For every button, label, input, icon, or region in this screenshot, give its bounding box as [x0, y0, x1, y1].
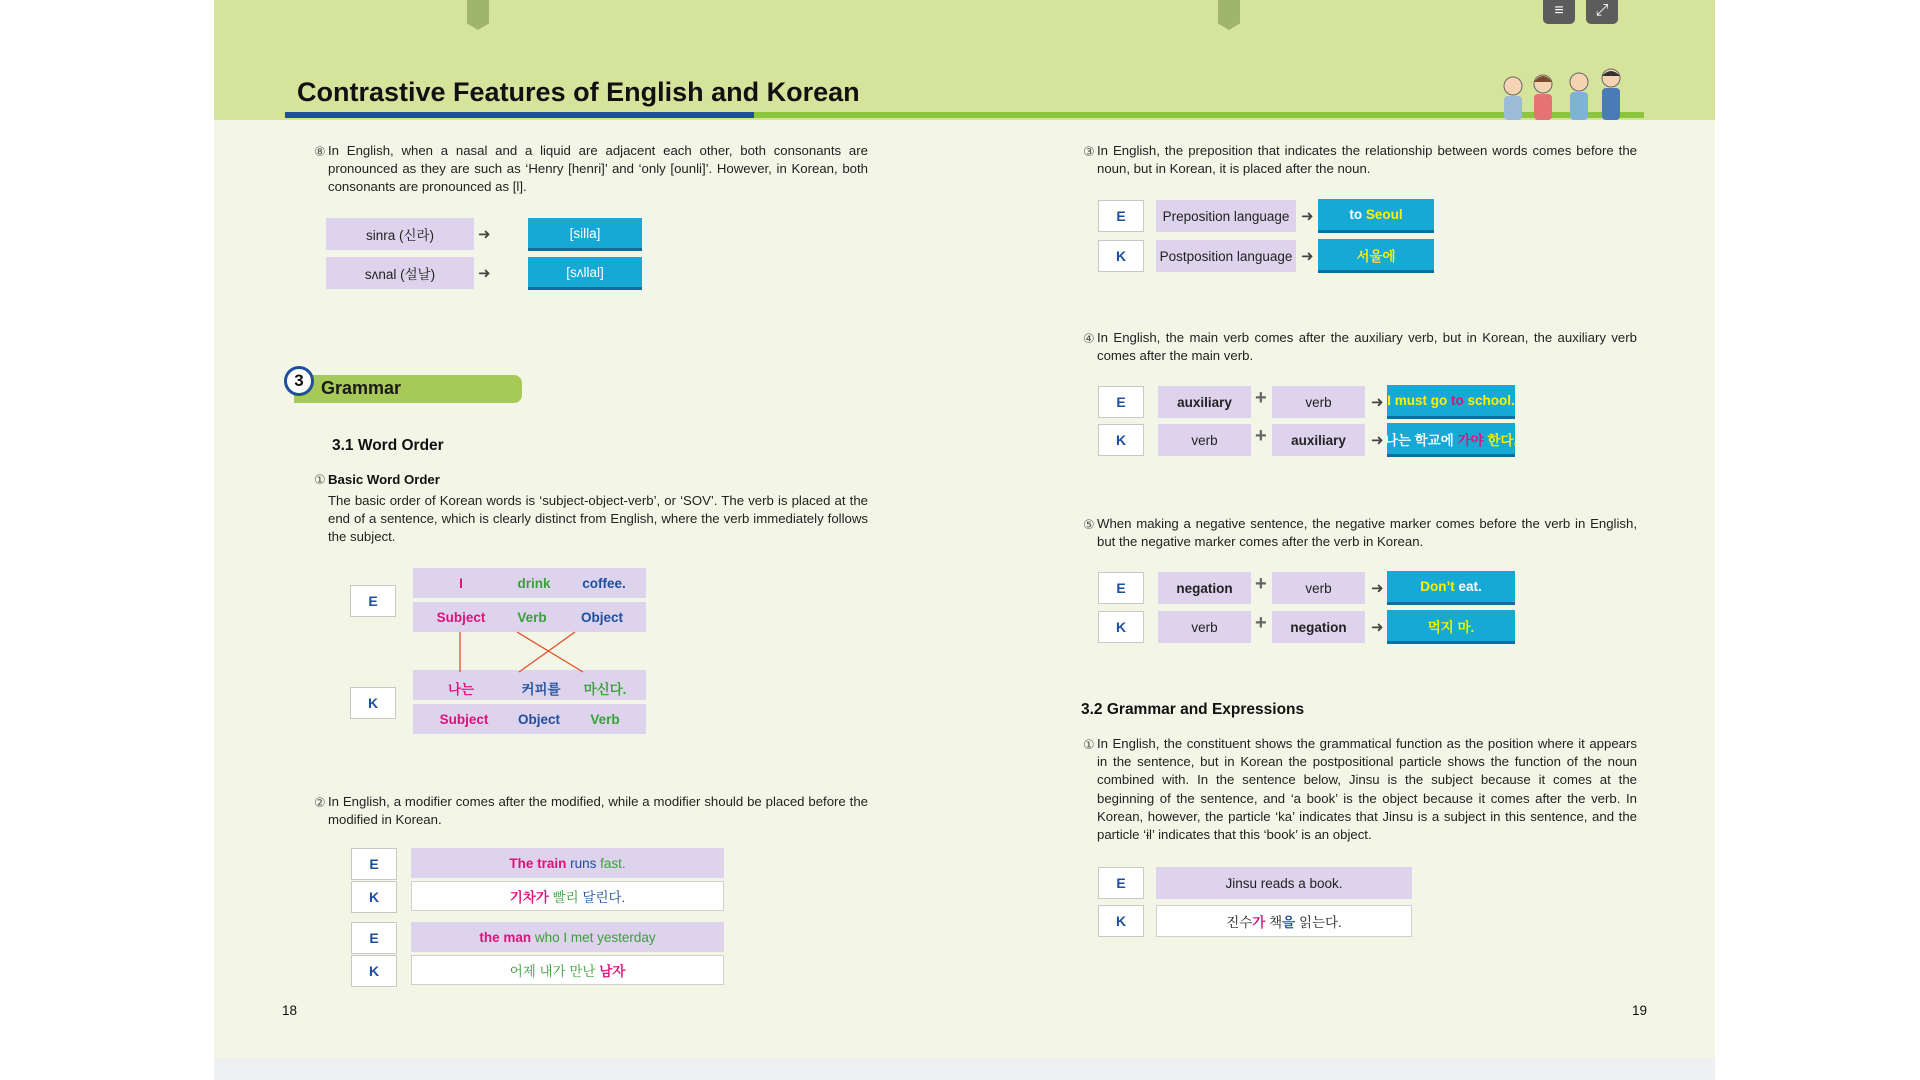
example-box — [411, 848, 724, 878]
example-box — [411, 922, 724, 952]
subsection-title: 3.2 Grammar and Expressions — [1081, 701, 1305, 718]
arrow-icon: ➜ — [1371, 580, 1384, 597]
role-cell: Object — [580, 610, 623, 625]
answer-box — [1384, 423, 1518, 457]
example-text: runs — [566, 855, 601, 871]
word-cell: 나는 — [447, 682, 475, 697]
menu-icon: ≡ — [1554, 2, 1564, 19]
example-text: 을 — [1282, 915, 1296, 930]
word-cell: coffee. — [582, 576, 626, 591]
item-title: Basic Word Order — [328, 472, 440, 487]
answer-box — [1318, 199, 1434, 233]
component-box: negation — [1272, 611, 1365, 643]
example-text: fast. — [600, 855, 626, 871]
item-number: ① — [314, 472, 326, 487]
romanization-box: sinra (신라) — [326, 218, 474, 250]
example-box — [411, 955, 724, 985]
language-type-box: Preposition language — [1156, 200, 1296, 232]
section-number: 3 — [284, 366, 314, 396]
role-cell: Subject — [436, 610, 486, 625]
role-cell: Subject — [439, 712, 489, 727]
menu-button[interactable] — [1543, 0, 1575, 24]
romanization-box: sʌnal (설날) — [326, 257, 474, 289]
english-marker: E — [350, 585, 396, 617]
arrow-icon: ➜ — [1371, 394, 1384, 411]
title-rule — [285, 112, 754, 118]
people-illustration — [1499, 68, 1639, 128]
example-text: 기차가 — [509, 890, 549, 905]
plus-sign: + — [1255, 425, 1267, 447]
component-box: verb — [1272, 572, 1365, 604]
item-number: ⑧ — [314, 144, 326, 159]
korean-marker: K — [1098, 240, 1144, 272]
role-cell: Verb — [590, 712, 620, 727]
subsection-title: 3.1 Word Order — [332, 437, 444, 454]
paragraph: The basic order of Korean words is ‘subject-object-verb’, or ‘SOV’. The verb is placed at the end of a sentence, which is clearly distinct from English, where the verb immediately follows the subject. — [328, 493, 868, 545]
item-number: ④ — [1083, 331, 1095, 346]
arrow-icon: ➜ — [1301, 248, 1314, 265]
example-box — [1156, 905, 1412, 937]
answer-box — [1387, 571, 1515, 605]
arrow-icon: ➜ — [478, 226, 491, 243]
korean-marker: K — [1098, 424, 1144, 456]
expand-icon: ⤢ — [1595, 2, 1609, 19]
example-text: 읽는다. — [1295, 915, 1342, 930]
fullscreen-button[interactable] — [1586, 0, 1618, 24]
answer-text: to — [1349, 207, 1363, 222]
example-text: 책 — [1269, 915, 1283, 930]
example-text: 빨리 — [548, 890, 583, 905]
answer-box: 먹지 마. — [1387, 610, 1515, 644]
answer-text: 가야 — [1457, 432, 1484, 448]
paragraph: When making a negative sentence, the negative marker comes before the verb in English, but the negative marker comes after the verb in Korean. — [1097, 516, 1637, 550]
plus-sign: + — [1255, 387, 1267, 409]
paragraph: In English, the preposition that indicates the relationship between words comes before the noun, but in Korean, it is placed after the noun. — [1097, 143, 1637, 177]
example-text: 달린다. — [582, 890, 626, 905]
paragraph: In English, when a nasal and a liquid are adjacent each other, both consonants are pronounced as they are such as ‘Henry [henri]’ and ‘only [ounli]’. However, in Korean, both consonants are pronounced as [l]. — [328, 143, 868, 195]
english-marker: E — [351, 922, 397, 954]
pronunciation-box: [sʌllal] — [528, 257, 642, 290]
item-number: ⑤ — [1083, 517, 1095, 532]
example-box: Jinsu reads a book. — [1156, 867, 1412, 899]
answer-text: school. — [1463, 393, 1515, 408]
item-number: ③ — [1083, 144, 1095, 159]
paragraph: In English, the main verb comes after the auxiliary verb, but in Korean, the auxiliary verb comes after the main verb. — [1097, 330, 1637, 364]
component-box: verb — [1158, 611, 1251, 643]
item-number: ① — [1083, 737, 1095, 752]
answer-text: I must go — [1387, 393, 1451, 408]
korean-marker: K — [1098, 611, 1144, 643]
english-marker: E — [1098, 386, 1144, 418]
english-marker: E — [351, 848, 397, 880]
example-text: 가 — [1252, 915, 1266, 930]
word-cell: drink — [517, 576, 551, 591]
example-text: 어제 내가 만난 — [509, 964, 600, 979]
korean-marker: K — [351, 955, 397, 987]
role-cell: Object — [517, 712, 560, 727]
paragraph: In English, the constituent shows the grammatical function as the position where it appears in the sentence, but in Korean the postpositional particle shows the function of the noun combined with. In the sentence below, Jinsu is the subject because it comes at the beginning of the sentence, and ‘a book’ is the object because it comes after the verb. In Korean, however, the particle ‘ka’ indicates that Jinsu is a subject in this sentence, and the particle ‘ɨl’ indicates that this ‘book’ is an object. — [1097, 736, 1637, 843]
english-marker: E — [1098, 200, 1144, 232]
answer-text: Don’t — [1420, 579, 1455, 594]
korean-marker: K — [1098, 905, 1144, 937]
arrow-icon: ➜ — [1371, 619, 1384, 636]
arrow-icon: ➜ — [1301, 208, 1314, 225]
component-box: auxiliary — [1272, 424, 1365, 456]
korean-marker: K — [351, 881, 397, 913]
connector-lines — [413, 630, 646, 674]
answer-text: to — [1450, 393, 1464, 408]
korean-marker: K — [350, 687, 396, 719]
plus-sign: + — [1255, 573, 1267, 595]
arrow-icon: ➜ — [478, 265, 491, 282]
example-text: 남자 — [599, 964, 626, 979]
word-cell: 마신다. — [583, 682, 627, 697]
paragraph: In English, a modifier comes after the modified, while a modifier should be placed before the modified in Korean. — [328, 794, 868, 828]
plus-sign: + — [1255, 612, 1267, 634]
component-box: negation — [1158, 572, 1251, 604]
book-spread — [214, 0, 1715, 1080]
role-cell: Verb — [517, 610, 547, 625]
answer-text: Seoul — [1362, 207, 1403, 222]
answer-text: 나는 학교에 — [1384, 432, 1458, 448]
page-title: Contrastive Features of English and Korean — [297, 77, 860, 107]
page-number: 18 — [282, 1003, 298, 1018]
example-text: the man — [479, 929, 532, 945]
component-box: auxiliary — [1158, 386, 1251, 418]
english-marker: E — [1098, 867, 1144, 899]
english-marker: E — [1098, 572, 1144, 604]
answer-box: 서울에 — [1318, 239, 1434, 273]
section-label: Grammar — [321, 378, 402, 398]
answer-text: 한다. — [1483, 432, 1518, 448]
bottom-strip — [214, 1058, 1715, 1080]
word-cell: I — [459, 576, 463, 591]
example-text: 진수 — [1226, 915, 1253, 930]
language-type-box: Postposition language — [1156, 240, 1296, 272]
component-box: verb — [1272, 386, 1365, 418]
example-box — [411, 881, 724, 911]
arrow-icon: ➜ — [1371, 432, 1384, 449]
component-box: verb — [1158, 424, 1251, 456]
pronunciation-box: [silla] — [528, 218, 642, 251]
example-text: who I met yesterday — [531, 929, 656, 945]
word-cell: 커피를 — [521, 682, 561, 697]
example-text: The train — [509, 855, 567, 871]
page-number: 19 — [1632, 1003, 1648, 1018]
answer-box — [1387, 385, 1515, 419]
item-number: ② — [314, 795, 326, 810]
answer-text: eat. — [1454, 579, 1482, 594]
